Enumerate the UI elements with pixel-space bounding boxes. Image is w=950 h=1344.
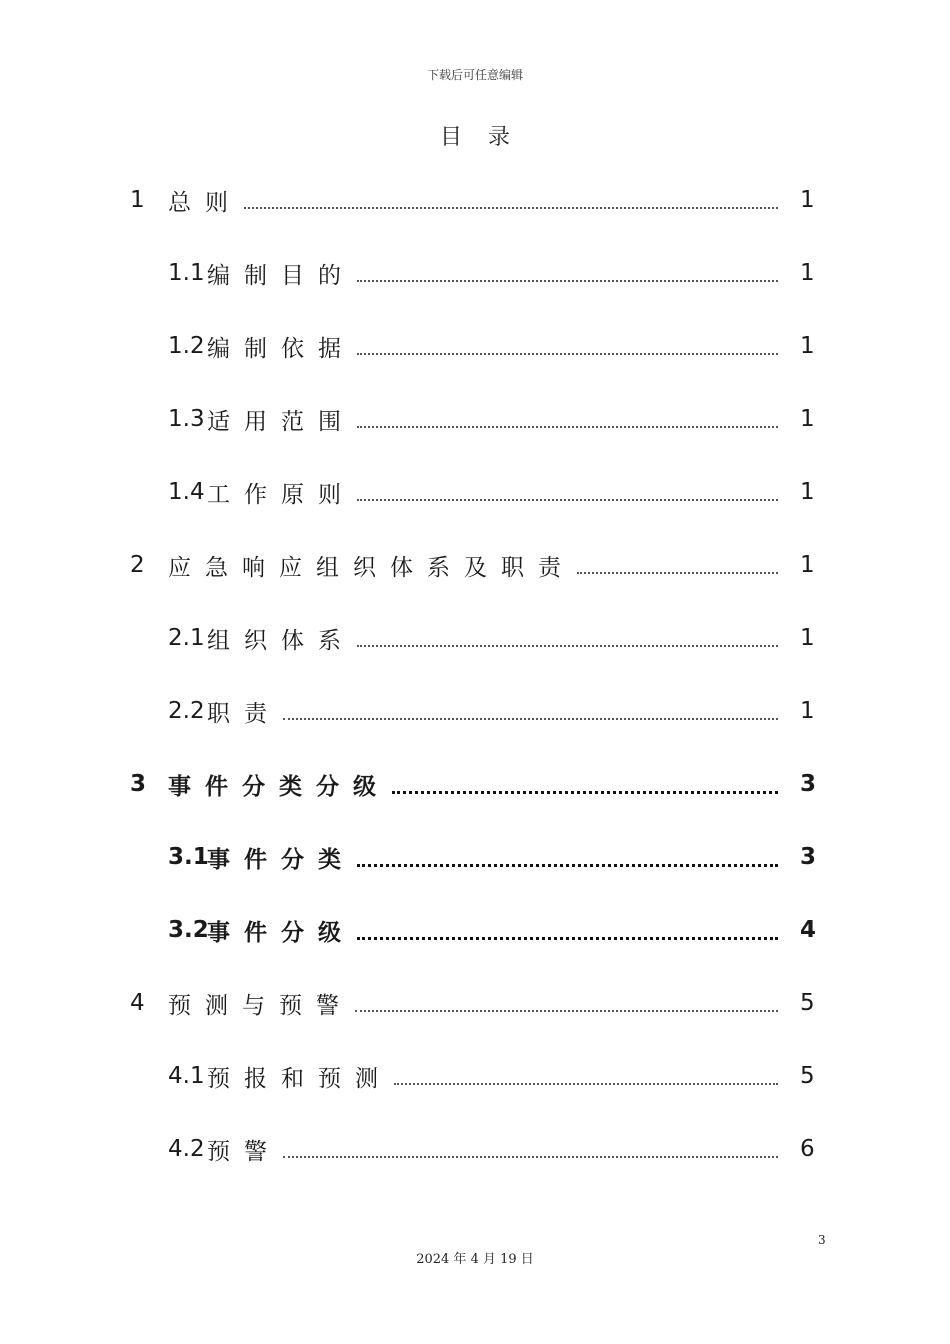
toc-entry-title: 事件分类分级 [168, 773, 390, 800]
toc-entry[interactable] [0, 472, 950, 512]
toc-leader-dots [357, 864, 778, 867]
toc-entry-title: 适用范围 [207, 408, 355, 435]
toc-entry[interactable] [0, 837, 950, 877]
toc-entry-page: 1 [800, 406, 815, 432]
toc-entry[interactable] [0, 545, 950, 585]
toc-entry-title: 编制目的 [207, 262, 355, 289]
toc-entry-title: 预测与预警 [168, 992, 353, 1019]
toc-entry-title: 工作原则 [207, 481, 355, 508]
toc-entry-page: 1 [800, 187, 815, 213]
footer-date: 2024 年 4 月 19 日 [416, 1252, 534, 1267]
toc-entry-number: 1.3 [168, 406, 205, 432]
toc-leader-dots [244, 207, 778, 209]
toc-entry[interactable] [0, 399, 950, 439]
toc-entry[interactable] [0, 910, 950, 950]
toc-leader-dots [283, 1156, 778, 1158]
toc-entry-number: 4.1 [168, 1063, 205, 1089]
toc-entry[interactable] [0, 691, 950, 731]
toc-entry[interactable] [0, 983, 950, 1023]
toc-leader-dots [357, 645, 778, 647]
toc-entry-title: 预警 [207, 1138, 281, 1165]
toc-entry[interactable] [0, 180, 950, 220]
toc-entry-number: 3.2 [168, 917, 209, 943]
toc-leader-dots [357, 426, 778, 428]
toc-entry-number: 1.2 [168, 333, 205, 359]
toc-entry-title: 事件分级 [207, 919, 355, 946]
toc-entry-number: 3.1 [168, 844, 209, 870]
toc-entry-title: 应急响应组织体系及职责 [168, 554, 575, 581]
toc-leader-dots [357, 499, 778, 501]
toc-entry[interactable] [0, 764, 950, 804]
toc-entry-title: 组织体系 [207, 627, 355, 654]
toc-entry[interactable] [0, 618, 950, 658]
toc-entry-title: 职责 [207, 700, 281, 727]
toc-entry-title: 总则 [168, 189, 242, 216]
toc-leader-dots [357, 353, 778, 355]
toc-entry-title: 预报和预测 [207, 1065, 392, 1092]
toc-entry-page: 3 [800, 844, 817, 870]
toc-entry-page: 4 [800, 917, 817, 943]
toc-leader-dots [392, 791, 778, 794]
toc-entry-number: 1.4 [168, 479, 205, 505]
toc-entry-number: 4 [130, 990, 145, 1016]
toc-leader-dots [283, 718, 778, 720]
header-note: 下载后可任意编辑 [426, 68, 523, 82]
toc-entry-page: 1 [800, 479, 815, 505]
toc-entry[interactable] [0, 253, 950, 293]
toc-entry[interactable] [0, 326, 950, 366]
toc-entry-page: 1 [800, 625, 815, 651]
toc-leader-dots [357, 280, 778, 282]
toc-entry-number: 2.2 [168, 698, 205, 724]
toc-entry-title: 编制依据 [207, 335, 355, 362]
toc-entry-number: 1 [130, 187, 145, 213]
toc-entry-page: 1 [800, 698, 815, 724]
toc-entry[interactable] [0, 1056, 950, 1096]
toc-leader-dots [357, 937, 778, 940]
toc-entry-title: 事件分类 [207, 846, 355, 873]
toc-entry-number: 1.1 [168, 260, 205, 286]
toc-entry-page: 6 [800, 1136, 815, 1162]
toc-leader-dots [577, 572, 778, 574]
toc-entry-number: 4.2 [168, 1136, 205, 1162]
toc-entry-page: 1 [800, 333, 815, 359]
toc-entry-number: 2 [130, 552, 145, 578]
toc-leader-dots [394, 1083, 778, 1085]
toc-entry-number: 3 [130, 771, 147, 797]
toc-leader-dots [355, 1010, 778, 1012]
toc-entry-page: 1 [800, 552, 815, 578]
toc-entry-page: 3 [800, 771, 817, 797]
toc-entry-page: 5 [800, 990, 815, 1016]
page-number: 3 [818, 1233, 826, 1247]
toc-entry-page: 1 [800, 260, 815, 286]
toc-title: 目录 [439, 125, 536, 150]
toc-entry-number: 2.1 [168, 625, 205, 651]
toc-entry[interactable] [0, 1129, 950, 1169]
toc-entry-page: 5 [800, 1063, 815, 1089]
